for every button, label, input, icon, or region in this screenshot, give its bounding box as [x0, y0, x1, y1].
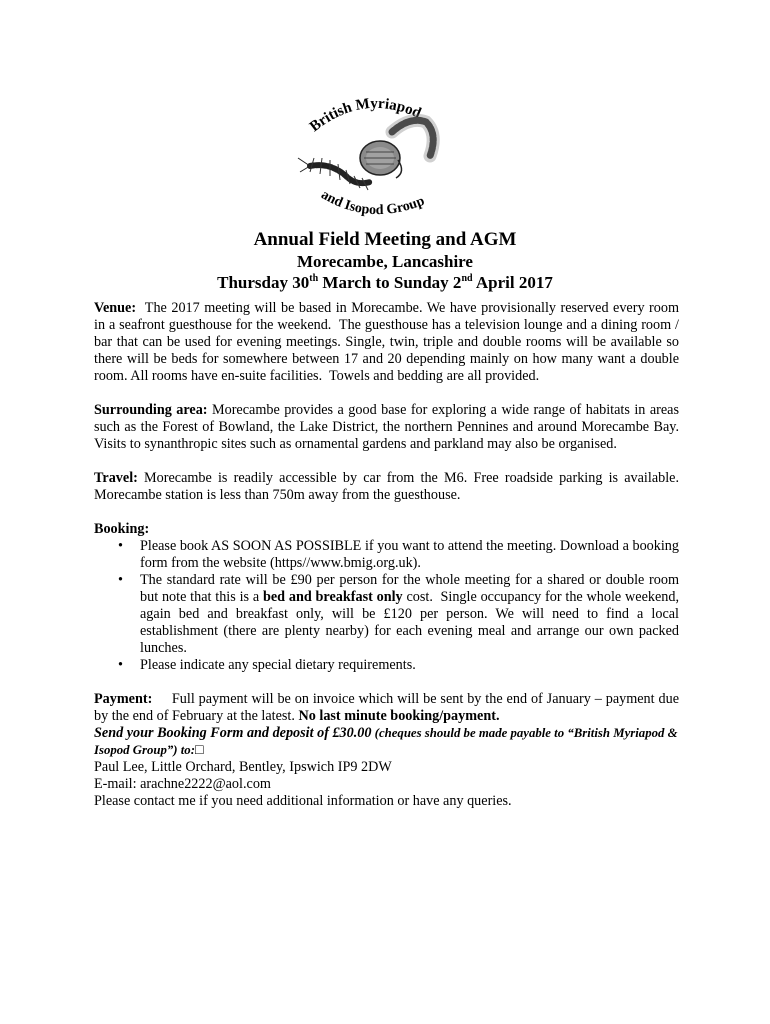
document-body [94, 300, 683, 810]
dates-month-year: April 2017 [472, 273, 553, 292]
travel-text: Morecambe is readily accessible by car from the M6. Free roadside parking is available. Morecambe station is less than 750m away from the guesthouse. [94, 470, 679, 503]
centipede-icon [298, 158, 370, 190]
dates-start-text: Thursday 30 [217, 273, 310, 292]
list-item [118, 538, 679, 572]
payment-paragraph [94, 691, 683, 725]
dates-end-text: March to Sunday 2 [318, 273, 462, 292]
dates-end-suffix: nd [461, 273, 473, 284]
booking-item-text: The standard rate will be £90 per person for the whole meeting for a shared or double room but note that this is a [140, 572, 679, 605]
booking-label: Booking: [94, 521, 150, 537]
booking-item-text: Please indicate any special dietary requirements. [140, 657, 416, 673]
venue-paragraph [94, 300, 683, 385]
event-dates [0, 272, 770, 294]
payment-label: Payment: [94, 691, 153, 707]
logo-text-top: British Myriapod [306, 95, 424, 136]
payment-emphasis: No last minute booking/payment. [298, 708, 500, 724]
woodlouse-icon [360, 141, 402, 178]
surrounding-paragraph [94, 402, 679, 453]
bullet-icon: • [118, 657, 123, 673]
placeholder-box-icon: □ [194, 742, 204, 758]
contact-email[interactable]: E-mail: arachne2222@aol.com [94, 776, 271, 792]
booking-item-emphasis: bed and breakfast only [262, 589, 403, 605]
logo-text-bottom: and Isopod Group [318, 187, 427, 219]
event-location: Morecambe, Lancashire [297, 252, 473, 271]
booking-heading [94, 521, 679, 538]
surrounding-text: Morecambe provides a good base for exploring a wide range of habitats in areas such as the Forest of Bowland, the Lake District, the northern Pennines and around Morecambe Bay. Visits to synanthropic sites such as ornamental gardens and parkland may also be organised. [94, 402, 679, 452]
logo-emblem [280, 86, 466, 232]
send-form-text: Send your Booking Form and deposit of £30.00 [94, 725, 372, 741]
booking-item-text: Please book AS SOON AS POSSIBLE if you want to attend the meeting. Download a booking form from the website (https//www.bmig.org.uk). [140, 538, 679, 571]
contact-note: Please contact me if you need additional information or have any queries. [94, 793, 512, 809]
bullet-icon: • [118, 538, 123, 554]
booking-item-text-cont: cost. Single occupancy for the whole weekend, again bed and breakfast only, will be £120 per person. We will need to find a local establishment (there are plenty nearby) for each evening meal and arrange our own packed lunches. [140, 589, 683, 656]
venue-label: Venue: [94, 300, 137, 316]
page-title: Annual Field Meeting and AGM [253, 229, 517, 250]
payment-text: Full payment will be on invoice which will be sent by the end of January – payment due by the end of February at the latest. [94, 691, 683, 724]
surrounding-label: Surrounding area: [94, 402, 208, 418]
list-item [118, 572, 683, 657]
list-item [118, 657, 679, 674]
bmig-logo [280, 86, 466, 232]
bullet-icon: • [118, 572, 123, 588]
contact-address: Paul Lee, Little Orchard, Bentley, Ipswich IP9 2DW [94, 759, 392, 775]
dates-start-suffix: th [309, 273, 319, 284]
booking-list [94, 538, 683, 674]
travel-paragraph [94, 470, 679, 504]
travel-label: Travel: [94, 470, 138, 486]
venue-text: The 2017 meeting will be based in Morecambe. We have provisionally reserved every room in a seafront guesthouse for the weekend. The guesthouse has a television lounge and a dining room / bar that can be used for evening meetings. Single, twin, triple and double rooms will be available so there will be beds for somewhere between 17 and 20 depending mainly on how many want a double room. All rooms have en-suite facilities. Towels and bedding are all provided. [94, 300, 683, 384]
cheque-payable-text: (cheques should be made payable to “British Myriapod & Isopod Group”) to: [94, 726, 678, 757]
send-instructions [94, 725, 679, 759]
document-header [0, 228, 770, 294]
